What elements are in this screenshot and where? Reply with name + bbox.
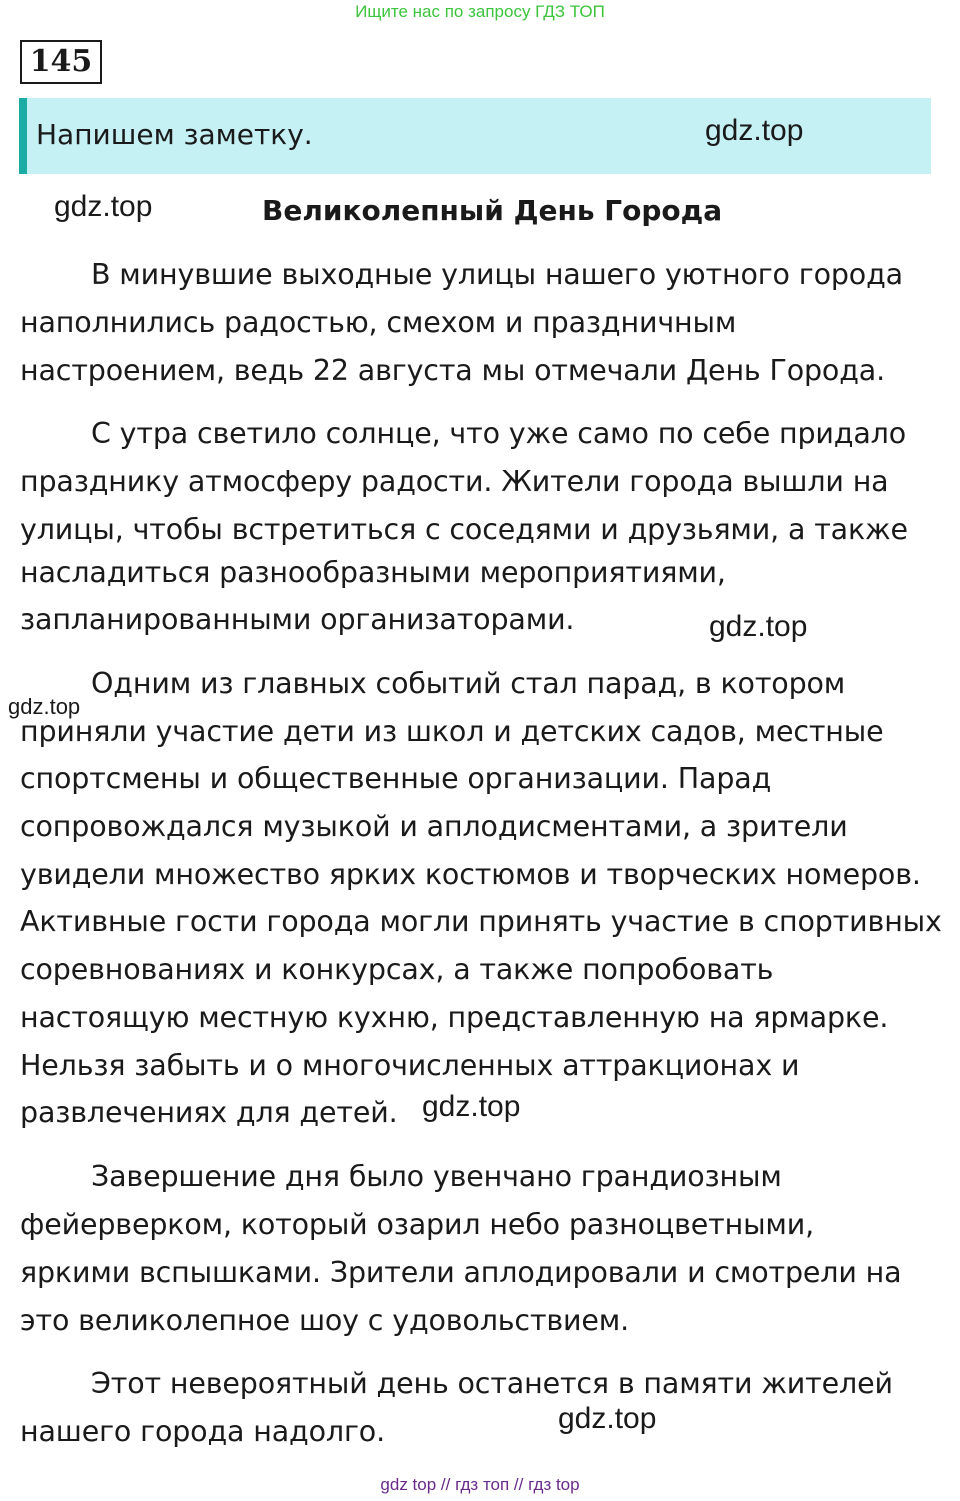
paragraph-line: спортсмены и общественные организации. Парад xyxy=(20,762,772,795)
paragraph-line: запланированными организаторами. xyxy=(20,603,575,636)
paragraph-line: настроением, ведь 22 августа мы отмечали День Города. xyxy=(20,354,886,387)
paragraph-line: соревнованиях и конкурсах, а также попробовать xyxy=(20,953,774,986)
paragraph-line: В минувшие выходные улицы нашего уютного города xyxy=(91,258,903,291)
paragraph-line: празднику атмосферу радости. Жители города вышли на xyxy=(20,465,889,498)
paragraph-line: сопровождался музыкой и аплодисментами, а зрители xyxy=(20,810,848,843)
paragraph-line: С утра светило солнце, что уже само по себе придало xyxy=(91,417,907,450)
paragraph-line: улицы, чтобы встретиться с соседями и друзьями, а также xyxy=(20,513,908,546)
paragraph-line: Нельзя забыть и о многочисленных аттракционах и xyxy=(20,1049,800,1082)
site-banner: Ищите нас по запросу ГДЗ ТОП xyxy=(355,2,605,21)
paragraph-line: увидели множество ярких костюмов и творческих номеров. xyxy=(20,858,921,891)
task-number: 145 xyxy=(20,40,102,84)
paragraph-line: приняли участие дети из школ и детских садов, местные xyxy=(20,715,884,748)
watermark: gdz.top xyxy=(422,1090,521,1123)
watermark: gdz.top xyxy=(8,694,81,719)
watermark: gdz.top xyxy=(705,114,804,147)
paragraph-line: Этот невероятный день останется в памяти жителей xyxy=(91,1367,893,1400)
watermark: gdz.top xyxy=(709,610,808,643)
instruction-text: Напишем заметку. xyxy=(36,118,313,151)
paragraph-line: это великолепное шоу с удовольствием. xyxy=(20,1304,630,1337)
paragraph-line: Завершение дня было увенчано грандиозным xyxy=(91,1160,782,1193)
watermark: gdz.top xyxy=(558,1402,657,1435)
paragraph-line: наполнились радостью, смехом и праздничным xyxy=(20,306,737,339)
paragraph-line: Одним из главных событий стал парад, в котором xyxy=(91,667,846,700)
footer-links[interactable]: gdz top // гдз топ // гдз top xyxy=(380,1475,580,1494)
paragraph-line: настоящую местную кухню, представленную на ярмарке. xyxy=(20,1001,889,1034)
paragraph-line: Активные гости города могли принять участие в спортивных xyxy=(20,905,942,938)
paragraph-line: фейерверком, который озарил небо разноцветными, xyxy=(20,1208,815,1241)
note-title: Великолепный День Города xyxy=(262,194,723,227)
paragraph-line: яркими вспышками. Зрители аплодировали и смотрели на xyxy=(20,1256,902,1289)
paragraph-line: насладиться разнообразными мероприятиями, xyxy=(20,556,726,589)
paragraph-line: нашего города надолго. xyxy=(20,1415,385,1448)
paragraph-line: развлечениях для детей. xyxy=(20,1096,398,1129)
watermark: gdz.top xyxy=(54,190,153,223)
